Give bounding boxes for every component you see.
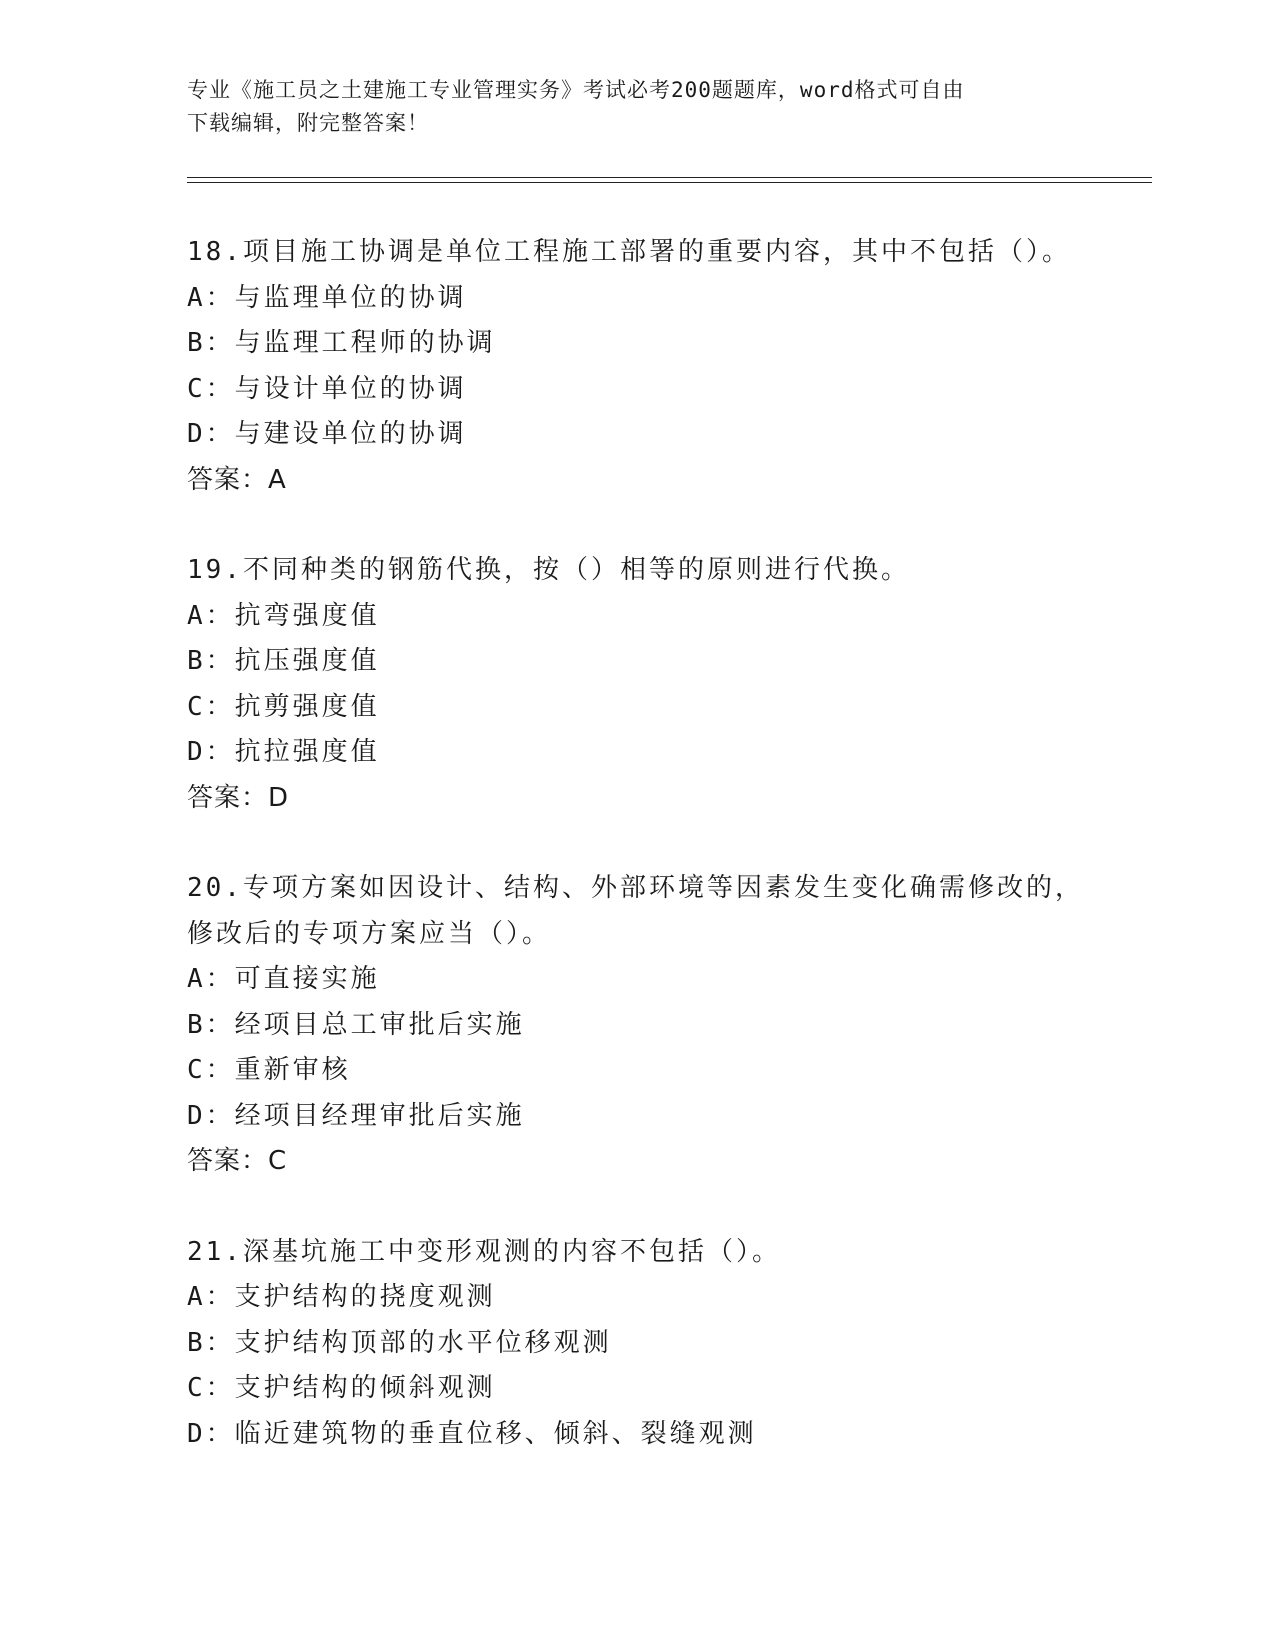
answer-line: 答案：C	[187, 1146, 288, 1176]
option-d: D：与建设单位的协调	[187, 419, 467, 449]
answer-line: 答案：A	[187, 464, 287, 495]
answer-line: 答案：D	[187, 782, 290, 813]
question-stem: 18.项目施工协调是单位工程施工部署的重要内容，其中不包括（）。	[187, 237, 1071, 267]
option-a: A：与监理单位的协调	[187, 282, 467, 313]
header-divider-top	[187, 177, 1152, 178]
option-a: A：支护结构的挠度观测	[187, 1282, 496, 1312]
option-d: D：抗拉强度值	[187, 737, 380, 767]
option-d: D：临近建筑物的垂直位移、倾斜、裂缝观测	[187, 1418, 757, 1449]
option-c: C：与设计单位的协调	[187, 373, 467, 404]
option-c: C：支护结构的倾斜观测	[187, 1373, 496, 1403]
question-18	[187, 230, 1087, 503]
option-b: B：支护结构顶部的水平位移观测	[187, 1327, 612, 1358]
header-line-2: 下载编辑，附完整答案！	[187, 111, 429, 135]
question-20	[187, 866, 1087, 1185]
question-stem: 19.不同种类的钢筋代换，按（）相等的原则进行代换。	[187, 555, 910, 585]
option-a: A：可直接实施	[187, 964, 380, 994]
option-c: C：重新审核	[187, 1055, 351, 1085]
question-stem: 20.专项方案如因设计、结构、外部环境等因素发生变化确需修改的，	[187, 873, 1084, 903]
question-19	[187, 548, 1087, 821]
document-header	[187, 74, 1067, 140]
header-divider-bottom	[187, 182, 1152, 183]
option-b: B：与监理工程师的协调	[187, 328, 496, 358]
option-a: A：抗弯强度值	[187, 600, 380, 631]
header-line-1: 专业《施工员之土建施工专业管理实务》考试必考200题题库，word格式可自由	[187, 78, 965, 102]
question-list	[187, 230, 1087, 1502]
question-21	[187, 1230, 1087, 1458]
option-b: B：抗压强度值	[187, 646, 380, 676]
question-stem: 21.深基坑施工中变形观测的内容不包括（）。	[187, 1236, 781, 1267]
question-stem-continued: 修改后的专项方案应当（）。	[187, 918, 552, 949]
option-c: C：抗剪强度值	[187, 691, 380, 722]
option-b: B：经项目总工审批后实施	[187, 1009, 525, 1040]
option-d: D：经项目经理审批后实施	[187, 1100, 525, 1131]
